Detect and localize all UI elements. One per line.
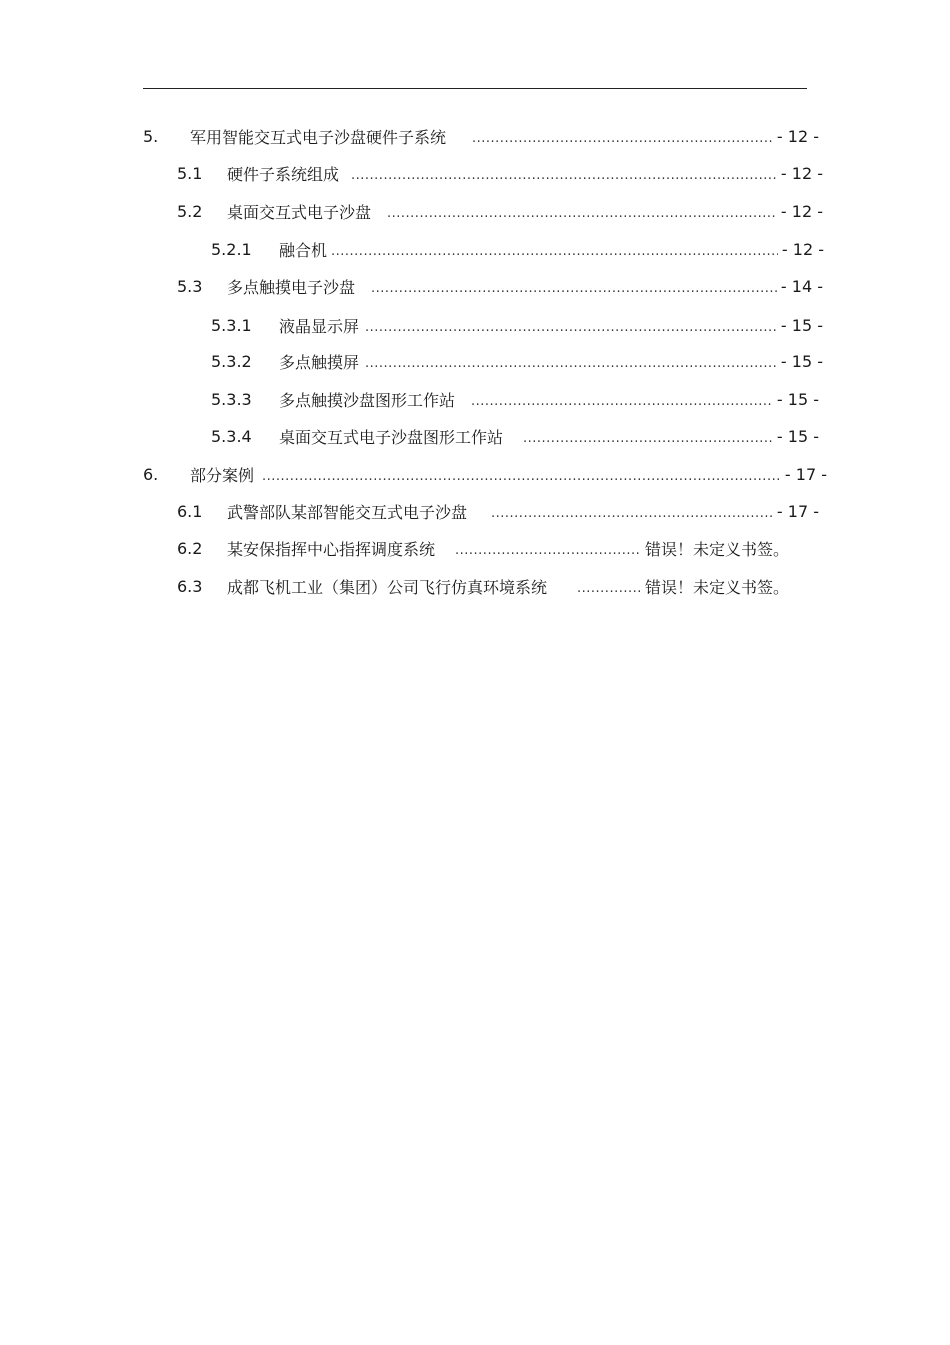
toc-entry[interactable] — [211, 313, 823, 337]
toc-title: 武警部队某部智能交互式电子沙盘 — [227, 502, 468, 522]
toc-entry[interactable] — [211, 349, 823, 373]
toc-title: 多点触摸沙盘图形工作站 — [279, 390, 456, 410]
toc-entry[interactable] — [143, 124, 819, 148]
toc-title: 液晶显示屏 — [279, 316, 360, 336]
toc-page-number: - 14 - — [780, 276, 823, 296]
toc-number: 6.3 — [177, 576, 203, 596]
toc-entry[interactable] — [177, 574, 789, 598]
toc-title: 桌面交互式电子沙盘 — [227, 202, 372, 222]
toc-number: 6. — [143, 464, 159, 484]
toc-page-number: 错误！未定义书签。 — [644, 577, 789, 597]
toc-leader — [262, 469, 781, 484]
toc-page-number: - 17 - — [784, 464, 827, 484]
toc-entry[interactable] — [143, 462, 827, 486]
toc-title: 融合机 — [279, 240, 328, 260]
toc-title: 多点触摸屏 — [279, 352, 360, 372]
toc-page-number: - 15 - — [780, 351, 823, 371]
toc-leader — [365, 320, 777, 335]
toc-entry[interactable] — [211, 237, 824, 261]
toc-number: 5.2.1 — [211, 239, 252, 259]
toc-leader — [331, 244, 778, 259]
toc-title: 部分案例 — [190, 465, 255, 485]
toc-entry[interactable] — [177, 161, 823, 185]
toc-title: 成都飞机工业（集团）公司飞行仿真环境系统 — [227, 577, 548, 597]
toc-number: 5.3.3 — [211, 389, 252, 409]
toc-page-number: 错误！未定义书签。 — [644, 539, 789, 559]
toc-number: 6.2 — [177, 538, 203, 558]
toc-page-number: - 15 - — [776, 389, 819, 409]
toc-leader — [577, 581, 641, 596]
toc-leader — [523, 431, 773, 446]
toc-entry[interactable] — [211, 424, 819, 448]
toc-title: 多点触摸电子沙盘 — [227, 277, 356, 297]
toc-page-number: - 12 - — [781, 239, 824, 259]
toc-page-number: - 12 - — [776, 126, 819, 146]
toc-entry[interactable] — [177, 274, 823, 298]
toc-title: 军用智能交互式电子沙盘硬件子系统 — [190, 127, 447, 147]
toc-number: 5. — [143, 126, 159, 146]
toc-leader — [455, 543, 641, 558]
toc-number: 5.3.2 — [211, 351, 252, 371]
toc-leader — [365, 356, 777, 371]
toc-title: 硬件子系统组成 — [227, 164, 340, 184]
toc-page-number: - 15 - — [776, 426, 819, 446]
toc-leader — [472, 131, 773, 146]
toc-entry[interactable] — [177, 536, 789, 560]
toc-leader — [387, 206, 777, 221]
header-rule — [143, 88, 807, 89]
toc-page-number: - 12 - — [780, 201, 823, 221]
toc-number: 5.3.4 — [211, 426, 252, 446]
toc-number: 5.3 — [177, 276, 203, 296]
toc-page-number: - 15 - — [780, 315, 823, 335]
toc-leader — [371, 281, 777, 296]
toc-leader — [351, 168, 777, 183]
toc-number: 5.1 — [177, 163, 203, 183]
toc-number: 6.1 — [177, 501, 203, 521]
toc-entry[interactable] — [211, 387, 819, 411]
toc-page-number: - 17 - — [776, 501, 819, 521]
toc-page-number: - 12 - — [780, 163, 823, 183]
toc-title: 某安保指挥中心指挥调度系统 — [227, 539, 436, 559]
toc-entry[interactable] — [177, 499, 819, 523]
toc-title: 桌面交互式电子沙盘图形工作站 — [279, 427, 504, 447]
toc-leader — [471, 394, 773, 409]
toc-number: 5.2 — [177, 201, 203, 221]
toc-leader — [491, 506, 773, 521]
toc-number: 5.3.1 — [211, 315, 252, 335]
toc-entry[interactable] — [177, 199, 823, 223]
